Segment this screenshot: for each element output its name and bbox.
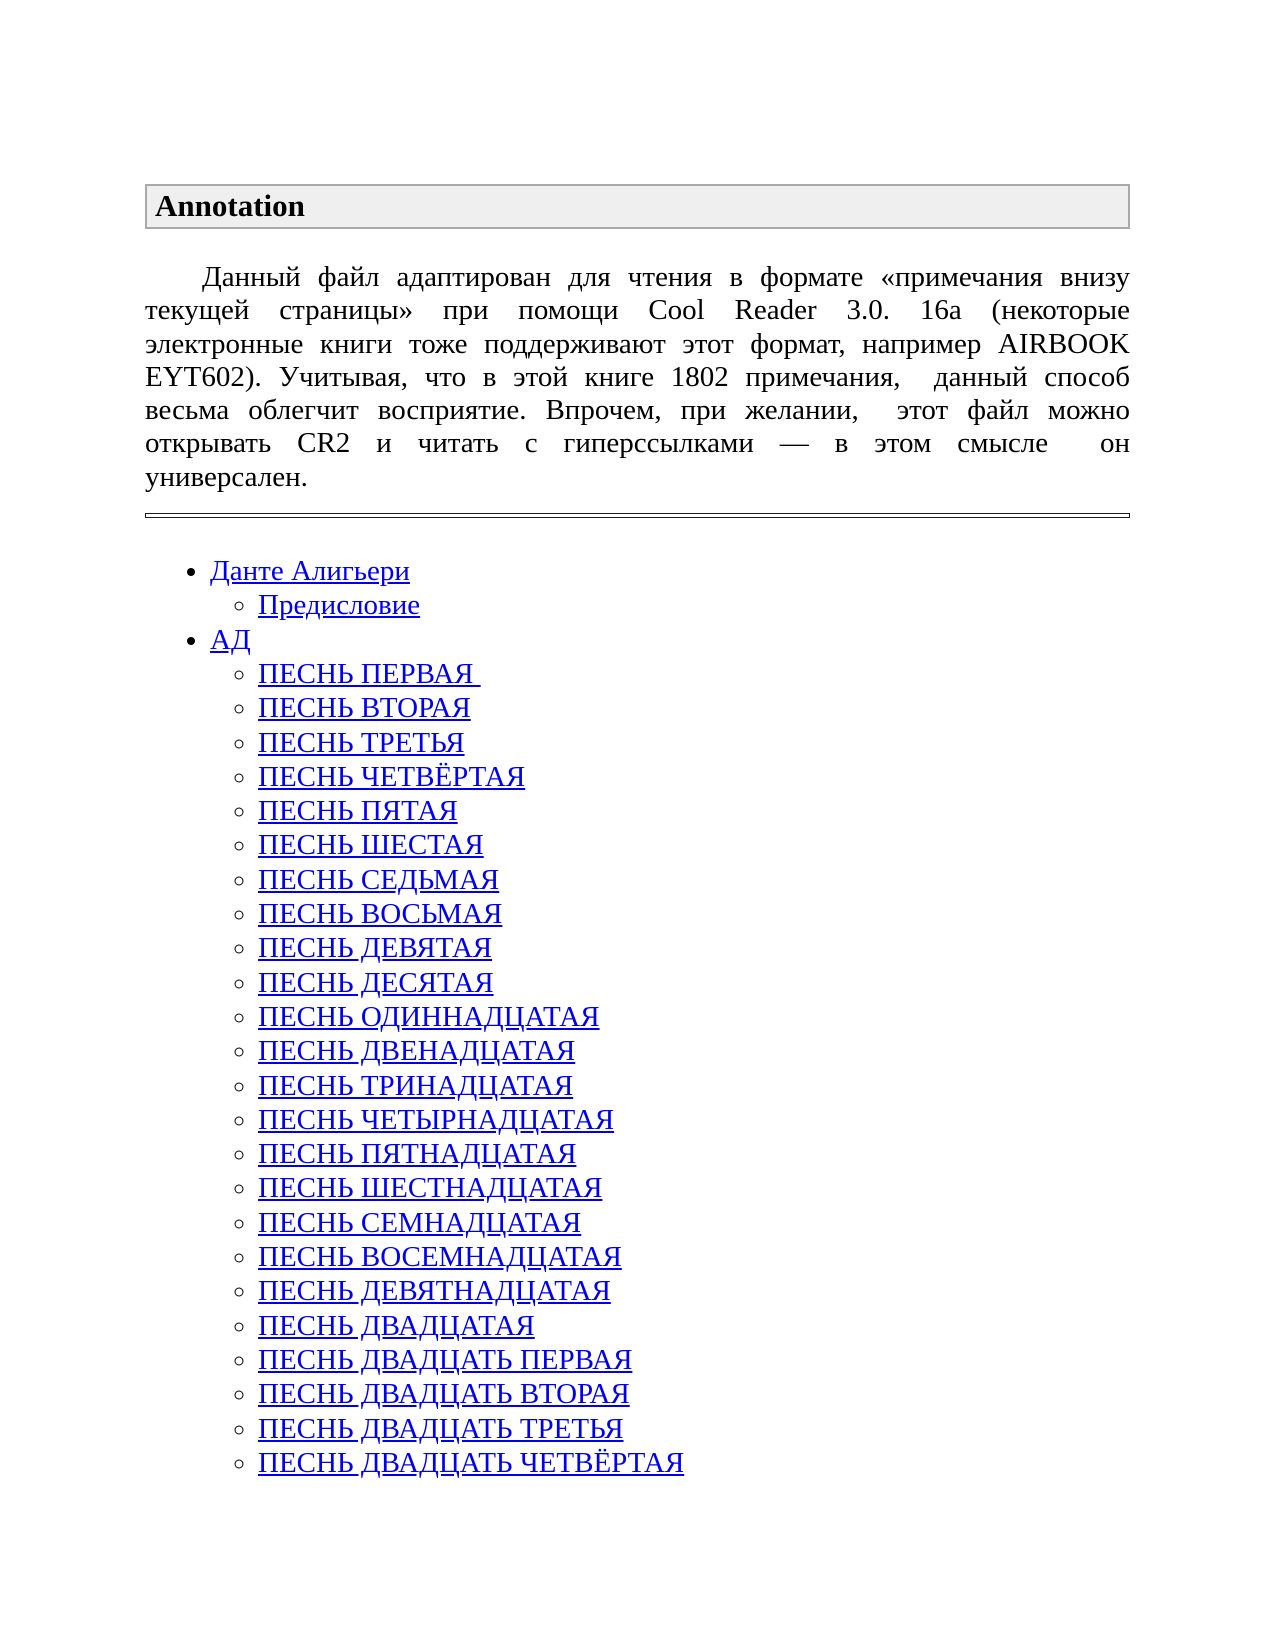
toc-item-song [258,1069,1130,1103]
toc-link-song-5[interactable]: ПЕСНЬ ПЯТАЯ [258,795,458,828]
toc-link-song-21[interactable]: ПЕСНЬ ДВАДЦАТЬ ПЕРВАЯ [258,1343,633,1376]
toc-link-preface[interactable]: Предисловие [258,589,421,622]
toc-link-song-12[interactable]: ПЕСНЬ ДВЕНАДЦАТАЯ [258,1035,576,1068]
toc-link-song-22[interactable]: ПЕСНЬ ДВАДЦАТЬ ВТОРАЯ [258,1378,630,1411]
annotation-paragraph [145,261,1130,494]
annotation-line: универсален. [145,460,308,493]
annotation-line: открывать CR2 и читать с гиперссылками — в этом смысле он [145,427,1130,460]
toc-item-song [258,1034,1130,1068]
toc-link-song-1[interactable]: ПЕСНЬ ПЕРВАЯ [258,657,481,690]
toc-item-song [258,1446,1130,1480]
toc-link-song-20[interactable]: ПЕСНЬ ДВАДЦАТАЯ [258,1309,535,1342]
toc-item-song [258,1309,1130,1343]
toc-item-song [258,657,1130,691]
toc-item-song [258,691,1130,725]
toc-item-song [258,828,1130,862]
toc-link-song-16[interactable]: ПЕСНЬ ШЕСТНАДЦАТАЯ [258,1172,603,1205]
toc-item-song [258,966,1130,1000]
annotation-line: весьма облегчит восприятие. Впрочем, при желании, этот файл можно [145,394,1130,427]
toc-item-song [258,1103,1130,1137]
annotation-heading: Annotation [145,184,1130,229]
toc-link-song-19[interactable]: ПЕСНЬ ДЕВЯТНАДЦАТАЯ [258,1275,611,1308]
toc-link-song-7[interactable]: ПЕСНЬ СЕДЬМАЯ [258,863,500,896]
document-page [145,184,1130,1480]
toc-link-song-6[interactable]: ПЕСНЬ ШЕСТАЯ [258,829,484,862]
toc-link-author[interactable]: Данте Алигьери [210,555,410,588]
toc-item-song [258,1412,1130,1446]
toc-item-song [258,1274,1130,1308]
toc-item-song [258,794,1130,828]
toc-link-song-18[interactable]: ПЕСНЬ ВОСЕМНАДЦАТАЯ [258,1241,622,1274]
toc-item-song [258,1171,1130,1205]
toc-link-song-3[interactable]: ПЕСНЬ ТРЕТЬЯ [258,726,465,759]
toc-link-song-8[interactable]: ПЕСНЬ ВОСЬМАЯ [258,898,503,931]
annotation-line: EYT602). Учитывая, что в этой книге 1802 примечания, данный способ [145,360,1130,393]
toc-link-song-9[interactable]: ПЕСНЬ ДЕВЯТАЯ [258,932,493,965]
toc-item-song [258,760,1130,794]
toc-link-song-14[interactable]: ПЕСНЬ ЧЕТЫРНАДЦАТАЯ [258,1103,615,1136]
toc-item-author [210,554,1130,623]
toc-link-ad[interactable]: АД [210,623,251,656]
toc-item-song [258,1000,1130,1034]
annotation-line: текущей страницы» при помощи Cool Reader 3.0. 16а (некоторые [145,294,1130,327]
toc-link-song-24[interactable]: ПЕСНЬ ДВАДЦАТЬ ЧЕТВЁРТАЯ [258,1446,685,1479]
annotation-line: Данный файл адаптирован для чтения в формате «примечания внизу [202,261,1130,293]
toc-item-song [258,1343,1130,1377]
toc-link-song-15[interactable]: ПЕСНЬ ПЯТНАДЦАТАЯ [258,1138,577,1171]
toc-item-song [258,1137,1130,1171]
toc-item-song [258,1240,1130,1274]
toc-sublist-songs [210,657,1130,1480]
toc-link-song-4[interactable]: ПЕСНЬ ЧЕТВЁРТАЯ [258,760,526,793]
toc-link-song-2[interactable]: ПЕСНЬ ВТОРАЯ [258,692,471,725]
toc-item-song [258,931,1130,965]
toc-sublist-author [210,588,1130,622]
toc-link-song-13[interactable]: ПЕСНЬ ТРИНАДЦАТАЯ [258,1069,574,1102]
toc-item-song [258,863,1130,897]
toc-list [145,554,1130,1480]
annotation-line: электронные книги тоже поддерживают этот формат, например AIRBOOK [145,327,1130,360]
toc-item-song [258,1206,1130,1240]
toc-item-ad [210,623,1130,1480]
toc-item-preface [258,588,1130,622]
toc-item-song [258,1377,1130,1411]
toc-item-song [258,897,1130,931]
toc-item-song [258,726,1130,760]
toc-link-song-11[interactable]: ПЕСНЬ ОДИННАДЦАТАЯ [258,1000,600,1033]
toc-link-song-23[interactable]: ПЕСНЬ ДВАДЦАТЬ ТРЕТЬЯ [258,1412,624,1445]
toc-link-song-17[interactable]: ПЕСНЬ СЕМНАДЦАТАЯ [258,1206,582,1239]
toc-link-song-10[interactable]: ПЕСНЬ ДЕСЯТАЯ [258,966,494,999]
separator-line [145,513,1130,518]
